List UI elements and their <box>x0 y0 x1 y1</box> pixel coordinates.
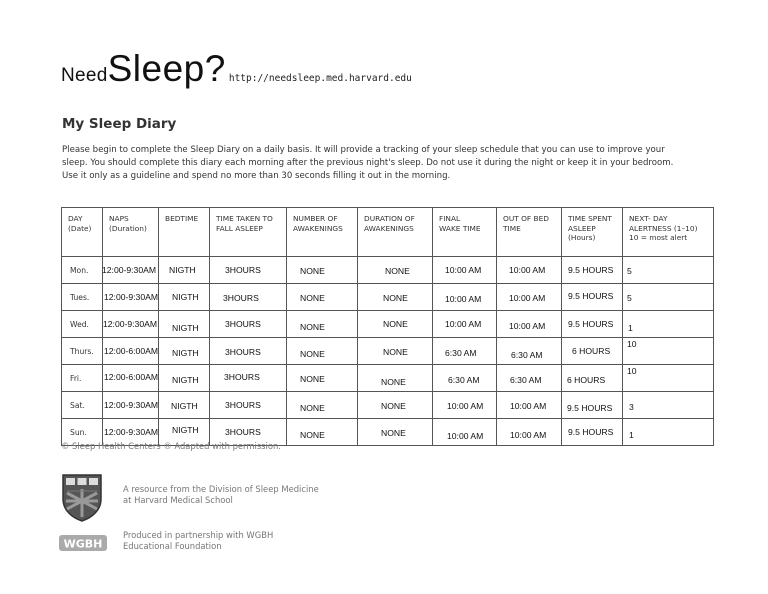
cell-value: 10:00 AM <box>445 319 482 329</box>
cell-time-spent-asleep <box>562 338 623 365</box>
cell-value: 6:30 AM <box>511 350 543 360</box>
table-row <box>62 392 714 419</box>
cell-out-of-bed-time <box>497 392 562 419</box>
header-time-spent-asleep <box>562 208 623 257</box>
cell-value: 12:00-6:00AM <box>104 372 158 382</box>
header-final-wake-time <box>433 208 497 257</box>
header-line: NUMBER OF <box>293 214 338 223</box>
cell-value: Sun. <box>70 428 87 437</box>
cell-next-day-alertness <box>623 392 714 419</box>
cell-final-wake-time <box>433 365 497 392</box>
cell-number-of-awakenings <box>287 365 358 392</box>
header-line: AWAKENINGS <box>364 223 414 233</box>
cell-value: NONE <box>300 322 325 332</box>
header-day <box>62 208 103 257</box>
wgbh-logo-text: WGBH <box>63 537 103 551</box>
partner-line: Educational Foundation <box>123 541 222 551</box>
cell-number-of-awakenings <box>287 419 358 446</box>
header-bedtime <box>159 208 210 257</box>
cell-time-spent-asleep <box>562 419 623 446</box>
cell-value: Sat. <box>70 401 85 410</box>
cell-duration-of-awakenings <box>358 365 433 392</box>
cell-final-wake-time <box>433 257 497 284</box>
cell-final-wake-time <box>433 419 497 446</box>
sleep-diary-table <box>61 207 714 446</box>
cell-time-to-fall-asleep <box>210 392 287 419</box>
cell-day <box>62 284 103 311</box>
page-title: My Sleep Diary <box>62 116 177 132</box>
cell-value: 1 <box>629 430 634 440</box>
cell-final-wake-time <box>433 311 497 338</box>
cell-time-to-fall-asleep <box>210 338 287 365</box>
cell-next-day-alertness <box>623 419 714 446</box>
header-line: OUT OF BED <box>503 214 549 223</box>
cell-out-of-bed-time <box>497 311 562 338</box>
cell-value: 9.5 HOURS <box>567 403 613 413</box>
cell-day <box>62 392 103 419</box>
cell-value: NONE <box>383 293 408 303</box>
brand-need: Need <box>61 65 108 86</box>
cell-value: 9.5 HOURS <box>568 427 614 437</box>
cell-value: NONE <box>300 374 325 384</box>
cell-value: 10:00 AM <box>447 401 484 411</box>
table-row <box>62 338 714 365</box>
cell-time-spent-asleep <box>562 284 623 311</box>
cell-value: 6 HOURS <box>572 346 611 356</box>
header-next-day-alertness <box>623 208 714 257</box>
header-line: 10 = most alert <box>629 233 688 242</box>
cell-value: 3 <box>629 402 634 412</box>
intro-paragraph <box>62 144 722 183</box>
cell-value: 1 <box>628 323 633 333</box>
header-line: ALERTNESS (1–10) <box>629 223 698 233</box>
table-header-row <box>62 208 714 257</box>
cell-value: NIGTH <box>172 425 199 435</box>
cell-next-day-alertness <box>623 365 714 392</box>
cell-number-of-awakenings <box>287 257 358 284</box>
cell-naps <box>103 392 159 419</box>
header-line: FALL ASLEEP <box>216 223 263 233</box>
cell-value: 3HOURS <box>224 372 260 382</box>
cell-value: 12:00-9:30AM <box>104 292 158 302</box>
cell-time-spent-asleep <box>562 311 623 338</box>
cell-value: NONE <box>381 377 406 387</box>
cell-value: 12:00-6:00AM <box>104 346 158 356</box>
header-line: TIME <box>503 223 521 233</box>
cell-value: Fri. <box>70 374 82 383</box>
header-line: DURATION OF <box>364 214 415 223</box>
cell-value: 10:00 AM <box>445 294 482 304</box>
cell-naps <box>103 284 159 311</box>
cell-naps <box>103 365 159 392</box>
cell-value: NONE <box>381 401 406 411</box>
cell-next-day-alertness <box>623 284 714 311</box>
cell-duration-of-awakenings <box>358 392 433 419</box>
cell-bedtime <box>159 365 210 392</box>
cell-value: 3HOURS <box>223 293 259 303</box>
cell-value: NONE <box>300 349 325 359</box>
header-line: NAPS <box>109 214 129 223</box>
cell-out-of-bed-time <box>497 365 562 392</box>
cell-value: 6:30 AM <box>448 375 480 385</box>
cell-value: Thurs. <box>70 347 94 356</box>
header-line: AWAKENINGS <box>293 223 343 233</box>
cell-value: NONE <box>300 403 325 413</box>
header-line: (Date) <box>68 223 92 233</box>
cell-number-of-awakenings <box>287 311 358 338</box>
cell-duration-of-awakenings <box>358 257 433 284</box>
cell-duration-of-awakenings <box>358 338 433 365</box>
brand-url-link[interactable]: http://needsleep.med.harvard.edu <box>228 73 412 84</box>
cell-time-spent-asleep <box>562 365 623 392</box>
partner-credit <box>123 530 273 552</box>
cell-naps <box>103 311 159 338</box>
cell-final-wake-time <box>433 392 497 419</box>
cell-time-spent-asleep <box>562 392 623 419</box>
cell-value: 6 HOURS <box>567 375 606 385</box>
cell-bedtime <box>159 284 210 311</box>
header-number-of-awakenings <box>287 208 358 257</box>
header-line: WAKE TIME <box>439 223 481 233</box>
resource-credit <box>123 484 319 506</box>
header-line: TIME SPENT <box>568 214 612 223</box>
cell-value: 3HOURS <box>225 400 261 410</box>
cell-value: NIGTH <box>169 265 196 275</box>
cell-out-of-bed-time <box>497 419 562 446</box>
cell-day <box>62 257 103 284</box>
cell-bedtime <box>159 257 210 284</box>
cell-value: NONE <box>300 430 325 440</box>
cell-value: NIGTH <box>172 375 199 385</box>
copyright-note: © Sleep Health Centers ® Adapted with permission. <box>61 441 281 451</box>
cell-value: 9.5 HOURS <box>568 265 614 275</box>
cell-value: 3HOURS <box>225 347 261 357</box>
cell-time-to-fall-asleep <box>210 365 287 392</box>
intro-line: sleep. You should complete this diary each morning after the previous night's sleep. Do not use it during the night or keep it in your bedroom. <box>62 158 674 168</box>
cell-value: 10:00 AM <box>510 401 547 411</box>
cell-day <box>62 311 103 338</box>
intro-line: Please begin to complete the Sleep Diary on a daily basis. It will provide a tracking of your sleep schedule that you can use to improve your <box>62 145 665 155</box>
cell-duration-of-awakenings <box>358 311 433 338</box>
header-line: DAY <box>68 214 83 223</box>
cell-time-to-fall-asleep <box>210 284 287 311</box>
cell-value: NIGTH <box>171 401 198 411</box>
cell-value: 10:00 AM <box>445 265 482 275</box>
wgbh-logo <box>58 533 108 553</box>
cell-next-day-alertness <box>623 311 714 338</box>
header-out-of-bed-time <box>497 208 562 257</box>
cell-value: 9.5 HOURS <box>568 319 614 329</box>
cell-value: 10:00 AM <box>447 431 484 441</box>
cell-bedtime <box>159 311 210 338</box>
cell-value: NIGTH <box>172 292 199 302</box>
cell-value: 10 <box>627 366 637 376</box>
table-row <box>62 257 714 284</box>
cell-time-to-fall-asleep <box>210 311 287 338</box>
cell-final-wake-time <box>433 338 497 365</box>
harvard-shield-icon <box>61 473 103 523</box>
cell-value: Wed. <box>70 320 89 329</box>
cell-value: 12:00-9:30AM <box>103 319 157 329</box>
cell-value: NONE <box>383 319 408 329</box>
header-naps <box>103 208 159 257</box>
cell-value: 3HOURS <box>225 319 261 329</box>
cell-value: 10:00 AM <box>510 430 547 440</box>
cell-next-day-alertness <box>623 257 714 284</box>
cell-out-of-bed-time <box>497 257 562 284</box>
table-row <box>62 284 714 311</box>
cell-value: NONE <box>300 266 325 276</box>
cell-value: 12:00-9:30AM <box>104 427 158 437</box>
cell-day <box>62 365 103 392</box>
cell-number-of-awakenings <box>287 284 358 311</box>
brand-sleep: Sleep? <box>107 48 226 89</box>
cell-value: NONE <box>381 428 406 438</box>
cell-value: Tues. <box>70 293 90 302</box>
brand-header <box>61 48 412 90</box>
cell-value: NONE <box>300 293 325 303</box>
cell-value: 6:30 AM <box>510 375 542 385</box>
cell-value: NIGTH <box>172 348 199 358</box>
cell-value: 10:00 AM <box>509 321 546 331</box>
cell-value: NONE <box>385 266 410 276</box>
table-row <box>62 311 714 338</box>
cell-value: 12:00-9:30AM <box>104 400 158 410</box>
cell-duration-of-awakenings <box>358 284 433 311</box>
cell-duration-of-awakenings <box>358 419 433 446</box>
header-time-to-fall-asleep <box>210 208 287 257</box>
cell-value: NIGTH <box>172 323 199 333</box>
cell-value: 5 <box>627 266 632 276</box>
cell-naps <box>103 257 159 284</box>
cell-time-to-fall-asleep <box>210 257 287 284</box>
cell-naps <box>103 338 159 365</box>
partner-line: Produced in partnership with WGBH <box>123 530 274 540</box>
resource-line: at Harvard Medical School <box>123 495 233 505</box>
cell-value: Mon. <box>70 266 89 275</box>
cell-number-of-awakenings <box>287 338 358 365</box>
header-line: FINAL <box>439 214 461 223</box>
cell-value: 9.5 HOURS <box>568 291 614 301</box>
cell-bedtime <box>159 392 210 419</box>
cell-time-spent-asleep <box>562 257 623 284</box>
resource-line: A resource from the Division of Sleep Medicine <box>123 484 319 494</box>
header-line: TIME TAKEN TO <box>216 214 273 223</box>
header-duration-of-awakenings <box>358 208 433 257</box>
cell-value: 5 <box>627 293 632 303</box>
cell-value: 6:30 AM <box>445 348 477 358</box>
intro-line: Use it only as a guideline and spend no more than 30 seconds filling it out in the morning. <box>62 171 451 181</box>
cell-value: 3HOURS <box>225 265 261 275</box>
cell-number-of-awakenings <box>287 392 358 419</box>
cell-out-of-bed-time <box>497 284 562 311</box>
cell-value: 3HOURS <box>225 427 261 437</box>
header-line: NEXT- DAY <box>629 214 668 223</box>
header-line: ASLEEP <box>568 223 596 233</box>
cell-day <box>62 338 103 365</box>
table-row <box>62 365 714 392</box>
cell-value: NONE <box>383 347 408 357</box>
cell-value: 12:00-9:30AM <box>102 265 156 275</box>
cell-value: 10:00 AM <box>509 293 546 303</box>
cell-bedtime <box>159 338 210 365</box>
cell-next-day-alertness <box>623 338 714 365</box>
header-line: (Duration) <box>109 223 147 233</box>
cell-value: 10 <box>627 339 637 349</box>
cell-final-wake-time <box>433 284 497 311</box>
header-line: BEDTIME <box>165 214 199 223</box>
cell-out-of-bed-time <box>497 338 562 365</box>
header-line: (Hours) <box>568 233 596 242</box>
cell-value: 10:00 AM <box>509 265 546 275</box>
